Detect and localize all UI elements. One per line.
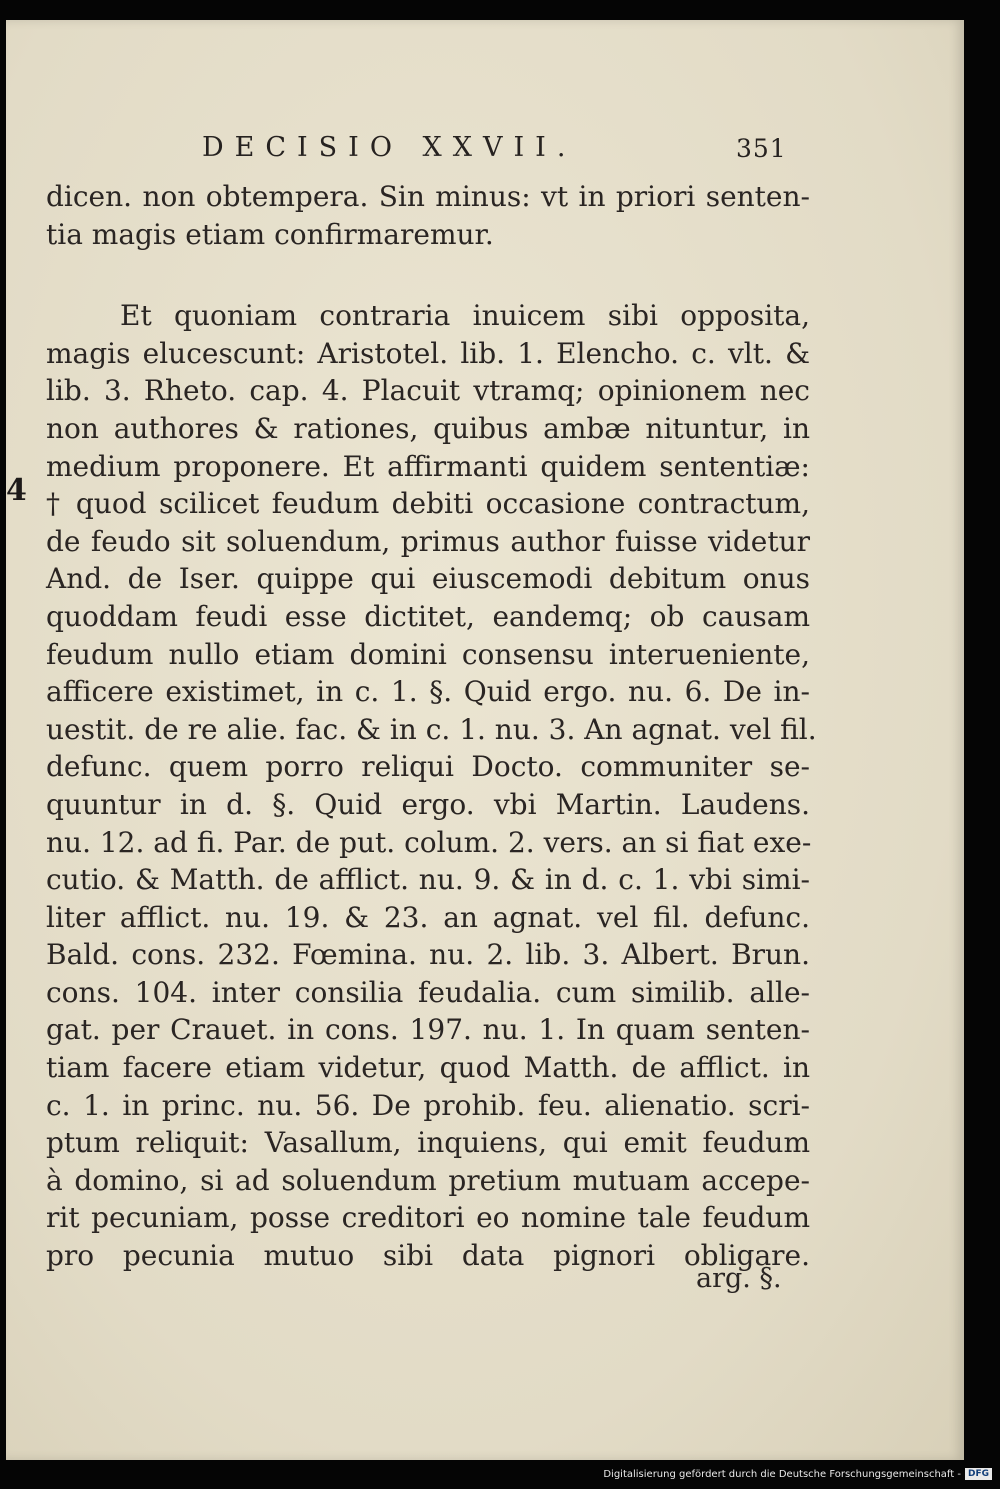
text-line: pro pecunia mutuo sibi data pignori obligare.	[46, 1239, 810, 1273]
text-line: ptum reliquit: Vasallum, inquiens, qui emit feudum	[46, 1126, 810, 1160]
body-text	[46, 178, 817, 1275]
text-line: tia magis etiam confirmaremur.	[46, 217, 494, 251]
text-line: † quod scilicet feudum debiti occasione contractum,	[46, 487, 810, 521]
catchword: arg. §.	[696, 1263, 782, 1294]
text-line: à domino, si ad soluendum pretium mutuam accepe-	[46, 1163, 810, 1197]
text-line: dicen. non obtempera. Sin minus: vt in priori senten-	[46, 180, 810, 213]
text-line: c. 1. in princ. nu. 56. De prohib. feu. alienatio. scri-	[46, 1088, 810, 1122]
text-line: Bald. cons. 232. Fœmina. nu. 2. lib. 3. Albert. Brun.	[46, 938, 810, 972]
running-title: DECISIO XXVII.	[202, 132, 577, 163]
page-header	[6, 132, 964, 172]
book-page	[6, 20, 964, 1460]
text-line: non authores & rationes, quibus ambæ nituntur, in	[46, 411, 810, 445]
paragraph-gap	[46, 253, 810, 297]
funding-credit: Digitalisierung gefördert durch die Deutsche Forschungsgemeinschaft -	[603, 1468, 961, 1480]
text-line: medium proponere. Et affirmanti quidem sententiæ:	[46, 449, 810, 483]
text-line: cutio. & Matth. de afflict. nu. 9. & in d. c. 1. vbi simi-	[46, 863, 810, 897]
text-line: feudum nullo etiam domini consensu interueniente,	[46, 637, 810, 671]
text-line: Et quoniam contraria inuicem sibi opposita,	[120, 299, 810, 333]
text-line: quuntur in d. §. Quid ergo. vbi Martin. Laudens.	[46, 787, 810, 821]
text-line: magis elucescunt: Aristotel. lib. 1. Elencho. c. vlt. &	[46, 336, 810, 370]
dfg-logo: DFG	[965, 1468, 992, 1480]
text-line: de feudo sit soluendum, primus author fuisse videtur	[46, 524, 810, 558]
text-line: cons. 104. inter consilia feudalia. cum similib. alle-	[46, 975, 810, 1009]
text-line: nu. 12. ad fi. Par. de put. colum. 2. vers. an si fiat exe-	[46, 825, 812, 859]
text-line: lib. 3. Rheto. cap. 4. Placuit vtramq; opinionem nec	[46, 374, 810, 408]
text-line: And. de Iser. quippe qui eiuscemodi debitum onus	[46, 562, 810, 596]
page-number: 351	[736, 134, 787, 163]
text-line: uestit. de re alie. fac. & in c. 1. nu. 3. An agnat. vel fil.	[46, 712, 817, 746]
text-line: quoddam feudi esse dictitet, eandemq; ob causam	[46, 599, 810, 633]
text-line: tiam facere etiam videtur, quod Matth. de afflict. in	[46, 1051, 810, 1085]
digitization-footer	[603, 1467, 992, 1481]
text-line: gat. per Crauet. in cons. 197. nu. 1. In quam senten-	[46, 1013, 810, 1047]
margin-note-number: 4	[6, 473, 27, 508]
text-line: afficere existimet, in c. 1. §. Quid ergo. nu. 6. De in-	[46, 675, 810, 709]
text-line: liter afflict. nu. 19. & 23. an agnat. vel fil. defunc.	[46, 900, 810, 934]
text-line: defunc. quem porro reliqui Docto. communiter se-	[46, 750, 810, 784]
text-line: rit pecuniam, posse creditori eo nomine tale feudum	[46, 1201, 810, 1235]
